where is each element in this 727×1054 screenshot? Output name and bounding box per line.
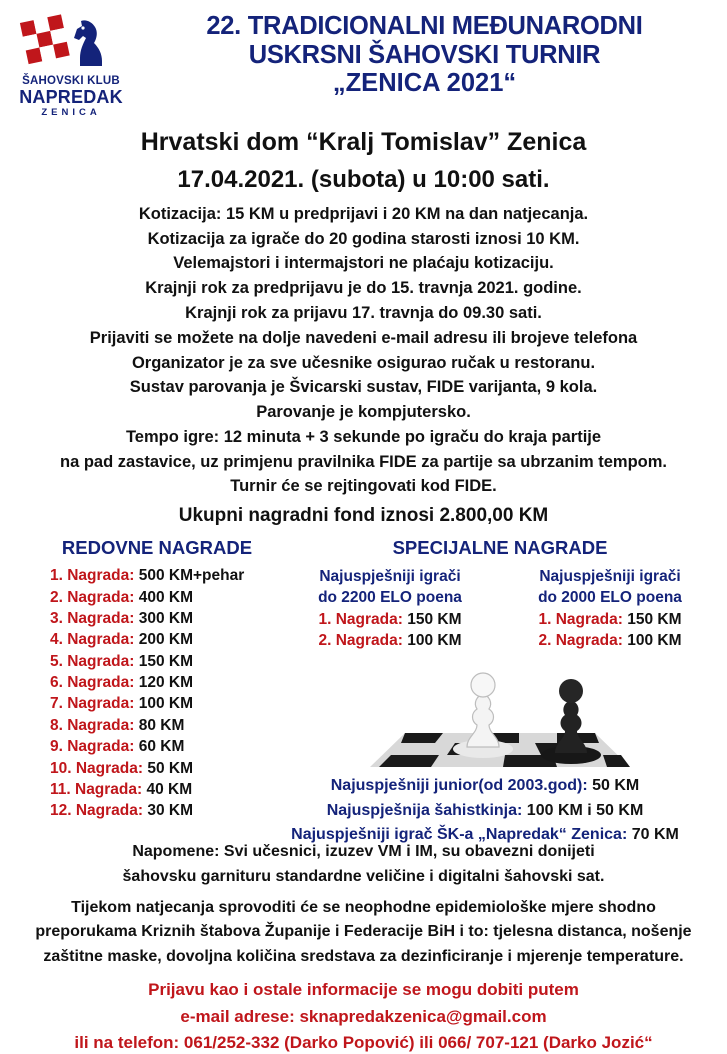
list-item [50, 589, 282, 607]
prize-label: 8. Nagrada: [50, 716, 135, 734]
prize-value: 500 KM+pehar [138, 567, 245, 585]
prize-value: 50 KM [147, 759, 194, 777]
prize-label: Najuspješnija šahistkinja: [326, 801, 523, 819]
list-item [50, 631, 282, 649]
prizes-section [0, 537, 727, 844]
prize-value: 100 KM [627, 632, 682, 650]
special-prizes-groups [290, 567, 710, 650]
logo-line2: NAPREDAK [19, 87, 123, 108]
list-item [50, 717, 282, 735]
logo-line3: ZENICA [41, 106, 101, 118]
prize-label: 7. Nagrada: [50, 695, 135, 713]
note-line: Napomene: Svi učesnici, izuzev VM i IM, su obavezni donijeti [132, 843, 595, 861]
prize-label: 6. Nagrada: [50, 674, 135, 692]
title-line-3: „ZENICA 2021“ [332, 69, 517, 98]
logo-artwork [12, 16, 130, 74]
prize-label: 2. Nagrada: [318, 632, 403, 650]
prize-value: 40 KM [146, 781, 193, 799]
prize-label: 1. Nagrada: [318, 611, 403, 629]
regular-prizes-column [32, 537, 282, 824]
regular-prizes-heading: REDOVNE NAGRADE [61, 537, 253, 559]
special-group-title-line2: do 2000 ELO poena [538, 588, 682, 606]
info-line: Sustav parovanja je Švicarski sustav, FIDE varijanta, 9 kola. [129, 378, 598, 397]
prize-value: 60 KM [138, 738, 185, 756]
list-item [250, 775, 720, 797]
prize-value: 100 KM [138, 695, 194, 713]
contact-section [0, 978, 727, 1054]
regular-prizes-list [32, 567, 282, 820]
special-group-title-line1: Najuspješniji igrači [319, 568, 461, 586]
prize-label: 3. Nagrada: [50, 609, 135, 627]
chess-knight-icon [70, 16, 106, 68]
prize-value: 100 KM [407, 632, 462, 650]
prize-value: 120 KM [138, 674, 194, 692]
prize-label: 1. Nagrada: [538, 611, 623, 629]
info-line: Kotizacija: 15 KM u predprijavi i 20 KM na dan natjecanja. [138, 204, 589, 223]
prize-value: 400 KM [138, 588, 194, 606]
info-paragraphs [0, 203, 727, 498]
prize-label: 5. Nagrada: [50, 652, 135, 670]
prize-value: 30 KM [147, 802, 194, 820]
list-item [50, 781, 282, 799]
note-line: Tijekom natjecanja sprovoditi će se neophodne epidemiološke mjere shodno [71, 898, 656, 916]
logo-line1: ŠAHOVSKI KLUB [22, 75, 120, 87]
prize-label: 9. Nagrada: [50, 738, 135, 756]
list-item [510, 632, 710, 650]
prize-value: 70 KM [631, 826, 679, 844]
title-line-2: USKRSNI ŠAHOVSKI TURNIR [248, 40, 601, 69]
info-line: Kotizacija za igrače do 20 godina starosti iznosi 10 KM. [147, 229, 580, 248]
prize-value: 150 KM [138, 652, 194, 670]
special-group-title-line2: do 2200 ELO poena [318, 588, 462, 606]
info-line: Parovanje je kompjutersko. [256, 403, 471, 422]
notes-section [0, 841, 727, 968]
info-line: Turnir će se rejtingovati kod FIDE. [230, 477, 497, 496]
list-item [510, 611, 710, 629]
contact-email-line[interactable]: e-mail adrese: sknapredakzenica@gmail.com [180, 1006, 547, 1026]
info-line: Tempo igre: 12 minuta + 3 sekunde po igraču do kraja partije [125, 427, 602, 446]
list-item [50, 567, 282, 585]
info-line: Prijaviti se možete na dolje navedeni e-mail adresu ili brojeve telefona [89, 328, 638, 347]
info-line: Krajnji rok za predprijavu je do 15. travnja 2021. godine. [145, 279, 582, 298]
prize-value: 300 KM [138, 609, 194, 627]
chess-board-icon [20, 14, 72, 66]
prize-value: 80 KM [138, 716, 185, 734]
prize-value: 200 KM [138, 631, 194, 649]
special-prizes-column [290, 537, 710, 650]
list-item [290, 632, 490, 650]
venue-line: Hrvatski dom “Kralj Tomislav” Zenica [140, 127, 587, 156]
chess-pawns-on-board-icon [345, 655, 655, 770]
special-bottom-prizes [250, 775, 720, 849]
prize-value: 150 KM [407, 611, 462, 629]
contact-line: Prijavu kao i ostale informacije se mogu dobiti putem [148, 980, 579, 1000]
list-item [50, 695, 282, 713]
special-group-title-line1: Najuspješniji igrači [539, 568, 681, 586]
special-prizes-heading: SPECIJALNE NAGRADE [392, 537, 608, 559]
prize-label: 4. Nagrada: [50, 631, 135, 649]
note-line: preporukama Kriznih štabova Županije i Federacije BiH i to: tjelesna distanca, nošenje [35, 923, 692, 941]
list-item [50, 802, 282, 820]
info-line: na pad zastavice, uz primjenu pravilnika FIDE za partije sa ubrzanim tempom. [59, 452, 667, 471]
prize-value: 100 KM i 50 KM [526, 801, 644, 819]
info-line: Krajnji rok za prijavu 17. travnja do 09.30 sati. [185, 304, 542, 323]
prize-label: Najuspješniji junior(od 2003.god): [330, 777, 588, 795]
prize-label: 10. Nagrada: [50, 759, 144, 777]
prize-label: Najuspješniji igrač ŠK-a „Napredak“ Zenica: [291, 826, 628, 844]
contact-phone-line[interactable]: ili na telefon: 061/252-332 (Darko Popović) ili 066/ 707-121 (Darko Jozić“ [74, 1033, 653, 1052]
list-item [50, 674, 282, 692]
datetime-line: 17.04.2021. (subota) u 10:00 sati. [177, 165, 550, 193]
note-line: šahovsku garnituru standardne veličine i digitalni šahovski sat. [122, 867, 605, 885]
club-logo [12, 12, 130, 118]
note-line: zaštitne maske, dovoljna količina sredstava za dezinficiranje i mjerenje temperature. [43, 947, 684, 965]
prize-value: 50 KM [592, 777, 640, 795]
prize-label: 1. Nagrada: [50, 567, 135, 585]
list-item [50, 653, 282, 671]
prize-value: 150 KM [627, 611, 682, 629]
prize-fund-line: Ukupni nagradni fond iznosi 2.800,00 KM [178, 505, 549, 527]
prize-label: 12. Nagrada: [50, 802, 144, 820]
special-group-2000 [510, 567, 710, 650]
prize-label: 2. Nagrada: [538, 632, 623, 650]
title-line-1: 22. TRADICIONALNI MEĐUNARODNI [206, 12, 643, 40]
list-item [50, 760, 282, 778]
special-group-2200 [290, 567, 490, 650]
list-item [250, 824, 720, 846]
list-item [50, 738, 282, 756]
prize-label: 11. Nagrada: [50, 781, 143, 799]
list-item [250, 800, 720, 822]
list-item [50, 610, 282, 628]
info-line: Velemajstori i intermajstori ne plaćaju kotizaciju. [173, 254, 554, 273]
list-item [290, 611, 490, 629]
poster-header [0, 0, 727, 118]
spacer [0, 890, 727, 897]
prize-label: 2. Nagrada: [50, 588, 135, 606]
info-line: Organizator je za sve učesnike osigurao ručak u restoranu. [131, 353, 596, 372]
page-title [130, 12, 717, 98]
